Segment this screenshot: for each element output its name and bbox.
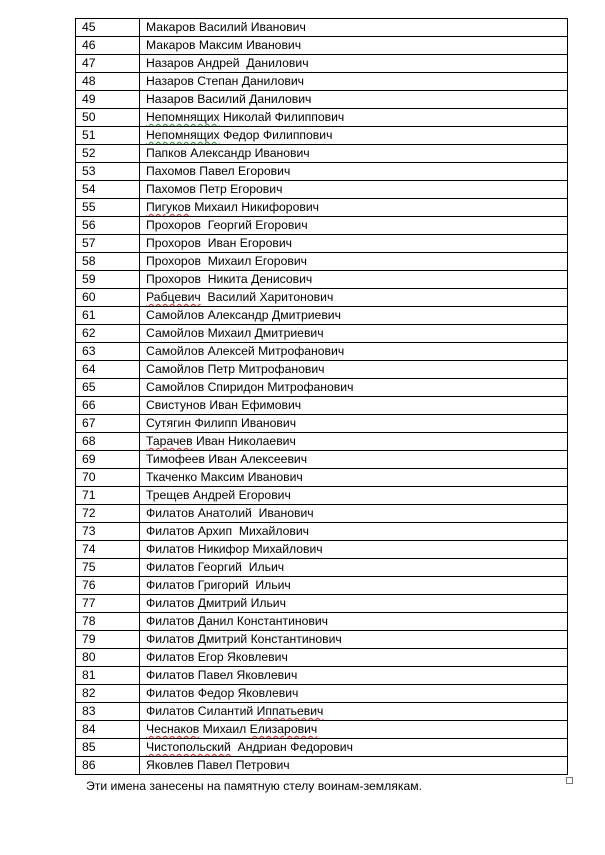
row-name: Прохоров Иван Егорович <box>140 235 568 253</box>
row-number: 49 <box>76 91 140 109</box>
row-number: 79 <box>76 631 140 649</box>
table-row <box>76 757 568 775</box>
row-number: 64 <box>76 361 140 379</box>
row-name: Макаров Василий Иванович <box>140 19 568 37</box>
row-name: Назаров Степан Данилович <box>140 73 568 91</box>
row-number: 54 <box>76 181 140 199</box>
table-row <box>76 451 568 469</box>
row-name: Филатов Дмитрий Константинович <box>140 631 568 649</box>
table-resize-handle[interactable] <box>566 777 573 784</box>
row-name: Яковлев Павел Петрович <box>140 757 568 775</box>
row-number: 57 <box>76 235 140 253</box>
table-row <box>76 163 568 181</box>
table-row <box>76 505 568 523</box>
row-number: 61 <box>76 307 140 325</box>
row-number: 51 <box>76 127 140 145</box>
table-row <box>76 181 568 199</box>
row-number: 63 <box>76 343 140 361</box>
row-name: Филатов Федор Яковлевич <box>140 685 568 703</box>
row-number: 69 <box>76 451 140 469</box>
row-number: 55 <box>76 199 140 217</box>
table-row <box>76 703 568 721</box>
row-name: Филатов Архип Михайлович <box>140 523 568 541</box>
footnote: Эти имена занесены на памятную стелу воинам-землякам. <box>86 779 423 793</box>
row-name: Пигуков Михаил Никифорович <box>140 199 568 217</box>
row-number: 74 <box>76 541 140 559</box>
table-row <box>76 145 568 163</box>
table-row <box>76 253 568 271</box>
table-row <box>76 415 568 433</box>
proofing-mark[interactable]: Елизарович <box>249 722 318 736</box>
row-name: Чистопольский Андриан Федорович <box>140 739 568 757</box>
row-number: 70 <box>76 469 140 487</box>
row-name: Прохоров Никита Денисович <box>140 271 568 289</box>
table-row <box>76 271 568 289</box>
table-row <box>76 649 568 667</box>
row-name: Филатов Анатолий Иванович <box>140 505 568 523</box>
row-number: 81 <box>76 667 140 685</box>
row-name: Филатов Павел Яковлевич <box>140 667 568 685</box>
table-row <box>76 433 568 451</box>
row-number: 86 <box>76 757 140 775</box>
row-name: Рабцевич Василий Харитонович <box>140 289 568 307</box>
proofing-mark[interactable]: Пигуков <box>146 200 191 214</box>
row-name: Филатов Георгий Ильич <box>140 559 568 577</box>
table-row <box>76 685 568 703</box>
row-name: Филатов Силантий Иппатьевич <box>140 703 568 721</box>
proofing-mark[interactable]: Тарачев <box>146 434 193 448</box>
proofing-mark[interactable]: Непомнящих <box>146 128 220 142</box>
table-row <box>76 559 568 577</box>
row-number: 75 <box>76 559 140 577</box>
row-name: Прохоров Михаил Егорович <box>140 253 568 271</box>
row-number: 50 <box>76 109 140 127</box>
row-number: 85 <box>76 739 140 757</box>
row-name: Непомнящих Николай Филиппович <box>140 109 568 127</box>
row-number: 46 <box>76 37 140 55</box>
row-name: Филатов Дмитрий Ильич <box>140 595 568 613</box>
row-name: Филатов Григорий Ильич <box>140 577 568 595</box>
row-name: Чеснаков Михаил Елизарович <box>140 721 568 739</box>
table-row <box>76 37 568 55</box>
row-number: 66 <box>76 397 140 415</box>
table-row <box>76 325 568 343</box>
row-number: 83 <box>76 703 140 721</box>
row-number: 68 <box>76 433 140 451</box>
table-row <box>76 523 568 541</box>
row-number: 78 <box>76 613 140 631</box>
row-name: Филатов Егор Яковлевич <box>140 649 568 667</box>
row-number: 53 <box>76 163 140 181</box>
table-row <box>76 487 568 505</box>
row-name: Макаров Максим Иванович <box>140 37 568 55</box>
row-number: 76 <box>76 577 140 595</box>
table-row <box>76 469 568 487</box>
row-number: 77 <box>76 595 140 613</box>
row-name: Ткаченко Максим Иванович <box>140 469 568 487</box>
row-name: Самойлов Петр Митрофанович <box>140 361 568 379</box>
row-number: 48 <box>76 73 140 91</box>
row-name: Назаров Василий Данилович <box>140 91 568 109</box>
table-row <box>76 721 568 739</box>
table-row <box>76 127 568 145</box>
table-row <box>76 577 568 595</box>
row-number: 52 <box>76 145 140 163</box>
row-name: Пахомов Павел Егорович <box>140 163 568 181</box>
row-name: Филатов Никифор Михайлович <box>140 541 568 559</box>
row-number: 56 <box>76 217 140 235</box>
row-name: Тимофеев Иван Алексеевич <box>140 451 568 469</box>
row-number: 84 <box>76 721 140 739</box>
table-row <box>76 541 568 559</box>
table-row <box>76 19 568 37</box>
proofing-mark[interactable]: Чеснаков <box>146 722 200 736</box>
proofing-mark[interactable]: Непомнящих <box>146 110 220 124</box>
row-name: Трещев Андрей Егорович <box>140 487 568 505</box>
row-number: 45 <box>76 19 140 37</box>
table-row <box>76 379 568 397</box>
row-name: Пахомов Петр Егорович <box>140 181 568 199</box>
proofing-mark[interactable]: Чистопольский <box>146 740 231 754</box>
table-row <box>76 55 568 73</box>
row-name: Тарачев Иван Николаевич <box>140 433 568 451</box>
row-name: Сутягин Филипп Иванович <box>140 415 568 433</box>
row-number: 80 <box>76 649 140 667</box>
row-number: 59 <box>76 271 140 289</box>
row-name: Самойлов Спиридон Митрофанович <box>140 379 568 397</box>
proofing-mark[interactable]: Рабцевич <box>146 290 201 304</box>
row-number: 82 <box>76 685 140 703</box>
row-name: Свистунов Иван Ефимович <box>140 397 568 415</box>
table-row <box>76 667 568 685</box>
row-number: 65 <box>76 379 140 397</box>
row-name: Прохоров Георгий Егорович <box>140 217 568 235</box>
row-name: Непомнящих Федор Филиппович <box>140 127 568 145</box>
proofing-mark[interactable]: Иппатьевич <box>256 704 324 718</box>
table-row <box>76 235 568 253</box>
row-number: 60 <box>76 289 140 307</box>
row-name: Филатов Данил Константинович <box>140 613 568 631</box>
row-number: 47 <box>76 55 140 73</box>
row-number: 72 <box>76 505 140 523</box>
table-row <box>76 91 568 109</box>
table-row <box>76 217 568 235</box>
table-row <box>76 109 568 127</box>
row-name: Самойлов Алексей Митрофанович <box>140 343 568 361</box>
table-row <box>76 361 568 379</box>
table-row <box>76 739 568 757</box>
row-name: Самойлов Михаил Дмитриевич <box>140 325 568 343</box>
table-row <box>76 595 568 613</box>
table-row <box>76 343 568 361</box>
row-name: Папков Александр Иванович <box>140 145 568 163</box>
row-number: 67 <box>76 415 140 433</box>
table-row <box>76 199 568 217</box>
table-row <box>76 307 568 325</box>
row-number: 58 <box>76 253 140 271</box>
row-number: 71 <box>76 487 140 505</box>
row-name: Назаров Андрей Данилович <box>140 55 568 73</box>
table-row <box>76 289 568 307</box>
row-number: 62 <box>76 325 140 343</box>
names-table <box>75 18 568 775</box>
row-name: Самойлов Александр Дмитриевич <box>140 307 568 325</box>
row-number: 73 <box>76 523 140 541</box>
table-row <box>76 397 568 415</box>
table-row <box>76 613 568 631</box>
table-row <box>76 73 568 91</box>
table-row <box>76 631 568 649</box>
